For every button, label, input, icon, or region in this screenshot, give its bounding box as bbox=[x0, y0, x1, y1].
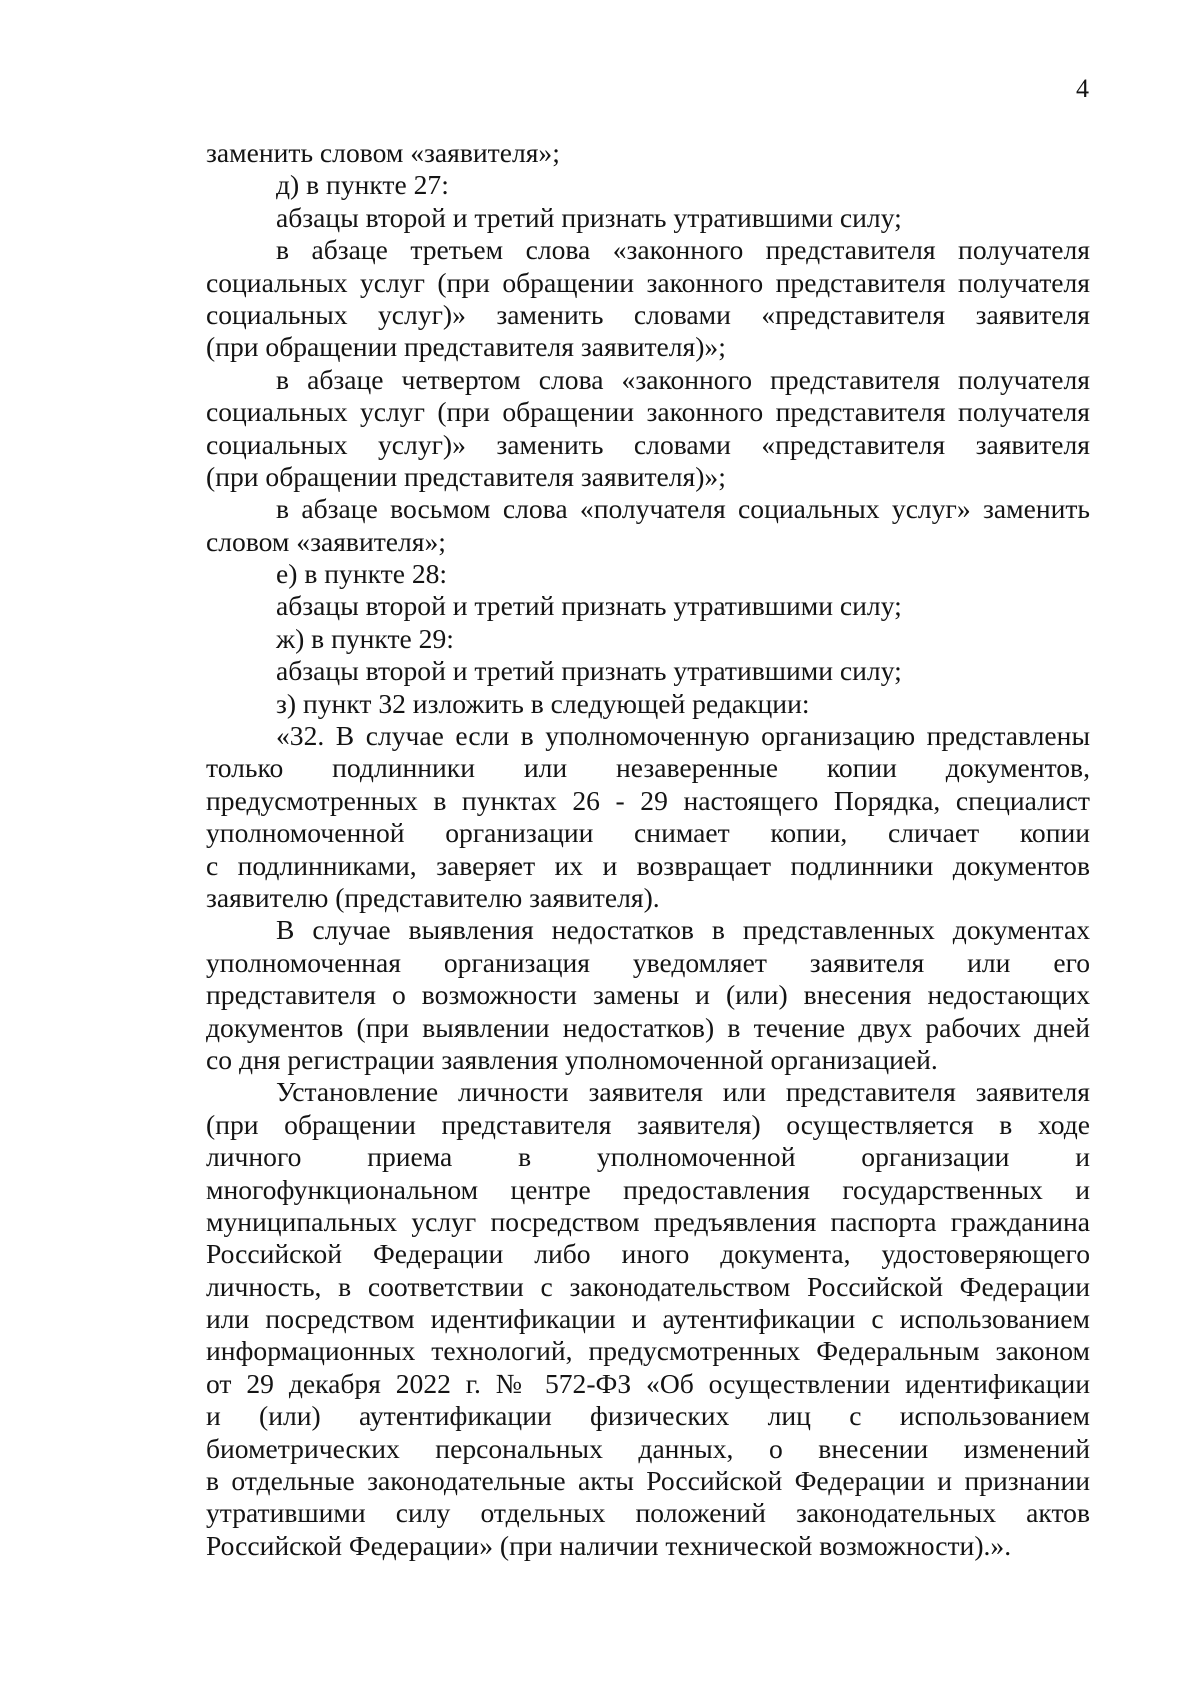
text-line: В случае выявления недостатков в представленных документах bbox=[276, 914, 1090, 946]
text-line: только подлинники или незаверенные копии документов, bbox=[206, 752, 1090, 784]
text-line: социальных услуг (при обращении законного представителя получателя bbox=[206, 396, 1090, 428]
text-line: личного приема в уполномоченной организации и bbox=[206, 1141, 1090, 1173]
text-line: абзацы второй и третий признать утратившими силу; bbox=[276, 201, 902, 233]
text-line: муниципальных услуг посредством предъявления паспорта гражданина bbox=[206, 1205, 1090, 1237]
page-number: 4 bbox=[1076, 74, 1089, 103]
text-line: уполномоченной организации снимает копии, сличает копии bbox=[206, 817, 1090, 849]
text-line: (при обращении представителя заявителя)»; bbox=[206, 331, 726, 363]
text-line: информационных технологий, предусмотренных Федеральным законом bbox=[206, 1335, 1090, 1367]
text-line: абзацы второй и третий признать утратившими силу; bbox=[276, 655, 902, 687]
text-line: е) в пункте 28: bbox=[276, 558, 448, 590]
text-line: предусмотренных в пунктах 26 - 29 настоящего Порядка, специалист bbox=[206, 784, 1090, 816]
text-line: со дня регистрации заявления уполномоченной организацией. bbox=[206, 1043, 938, 1075]
text-line: многофункциональном центре предоставления государственных и bbox=[206, 1173, 1090, 1205]
text-line: ж) в пункте 29: bbox=[276, 622, 454, 654]
text-line: (при обращении представителя заявителя) осуществляется в ходе bbox=[206, 1108, 1090, 1140]
text-line: представителя о возможности замены и (или) внесения недостающих bbox=[206, 979, 1090, 1011]
text-line: в абзаце четвертом слова «законного представителя получателя bbox=[276, 363, 1090, 395]
text-line: д) в пункте 27: bbox=[276, 169, 449, 201]
text-line: социальных услуг)» заменить словами «представителя заявителя bbox=[206, 298, 1090, 330]
text-line: биометрических персональных данных, о внесении изменений bbox=[206, 1432, 1090, 1464]
text-line: социальных услуг)» заменить словами «представителя заявителя bbox=[206, 428, 1090, 460]
text-line: социальных услуг (при обращении законного представителя получателя bbox=[206, 266, 1090, 298]
text-line: уполномоченная организация уведомляет заявителя или его bbox=[206, 946, 1090, 978]
text-line: в абзаце восьмом слова «получателя социальных услуг» заменить bbox=[276, 493, 1090, 525]
text-line: в отдельные законодательные акты Российской Федерации и признании bbox=[206, 1465, 1090, 1497]
text-line: с подлинниками, заверяет их и возвращает подлинники документов bbox=[206, 849, 1090, 881]
text-line: и (или) аутентификации физических лиц с использованием bbox=[206, 1400, 1090, 1432]
text-line: заявителю (представителю заявителя). bbox=[206, 881, 660, 913]
text-line: в абзаце третьем слова «законного представителя получателя bbox=[276, 234, 1090, 266]
document-body bbox=[206, 137, 1090, 1562]
text-line: Российской Федерации» (при наличии технической возможности).». bbox=[206, 1529, 1012, 1561]
text-line: утратившими силу отдельных положений законодательных актов bbox=[206, 1497, 1090, 1529]
text-line: заменить словом «заявителя»; bbox=[206, 137, 560, 168]
text-line: словом «заявителя»; bbox=[206, 525, 446, 557]
text-line: Установление личности заявителя или представителя заявителя bbox=[276, 1076, 1090, 1108]
text-line: з) пункт 32 изложить в следующей редакции: bbox=[276, 687, 810, 719]
text-line: «32. В случае если в уполномоченную организацию представлены bbox=[276, 720, 1090, 752]
text-line: документов (при выявлении недостатков) в течение двух рабочих дней bbox=[206, 1011, 1090, 1043]
text-line: (при обращении представителя заявителя)»; bbox=[206, 460, 726, 492]
text-line: Российской Федерации либо иного документа, удостоверяющего bbox=[206, 1238, 1090, 1270]
text-line: личность, в соответствии с законодательством Российской Федерации bbox=[206, 1270, 1090, 1302]
text-line: от 29 декабря 2022 г. № 572-ФЗ «Об осуществлении идентификации bbox=[206, 1367, 1090, 1399]
text-line: или посредством идентификации и аутентификации с использованием bbox=[206, 1303, 1090, 1335]
text-line: абзацы второй и третий признать утратившими силу; bbox=[276, 590, 902, 622]
